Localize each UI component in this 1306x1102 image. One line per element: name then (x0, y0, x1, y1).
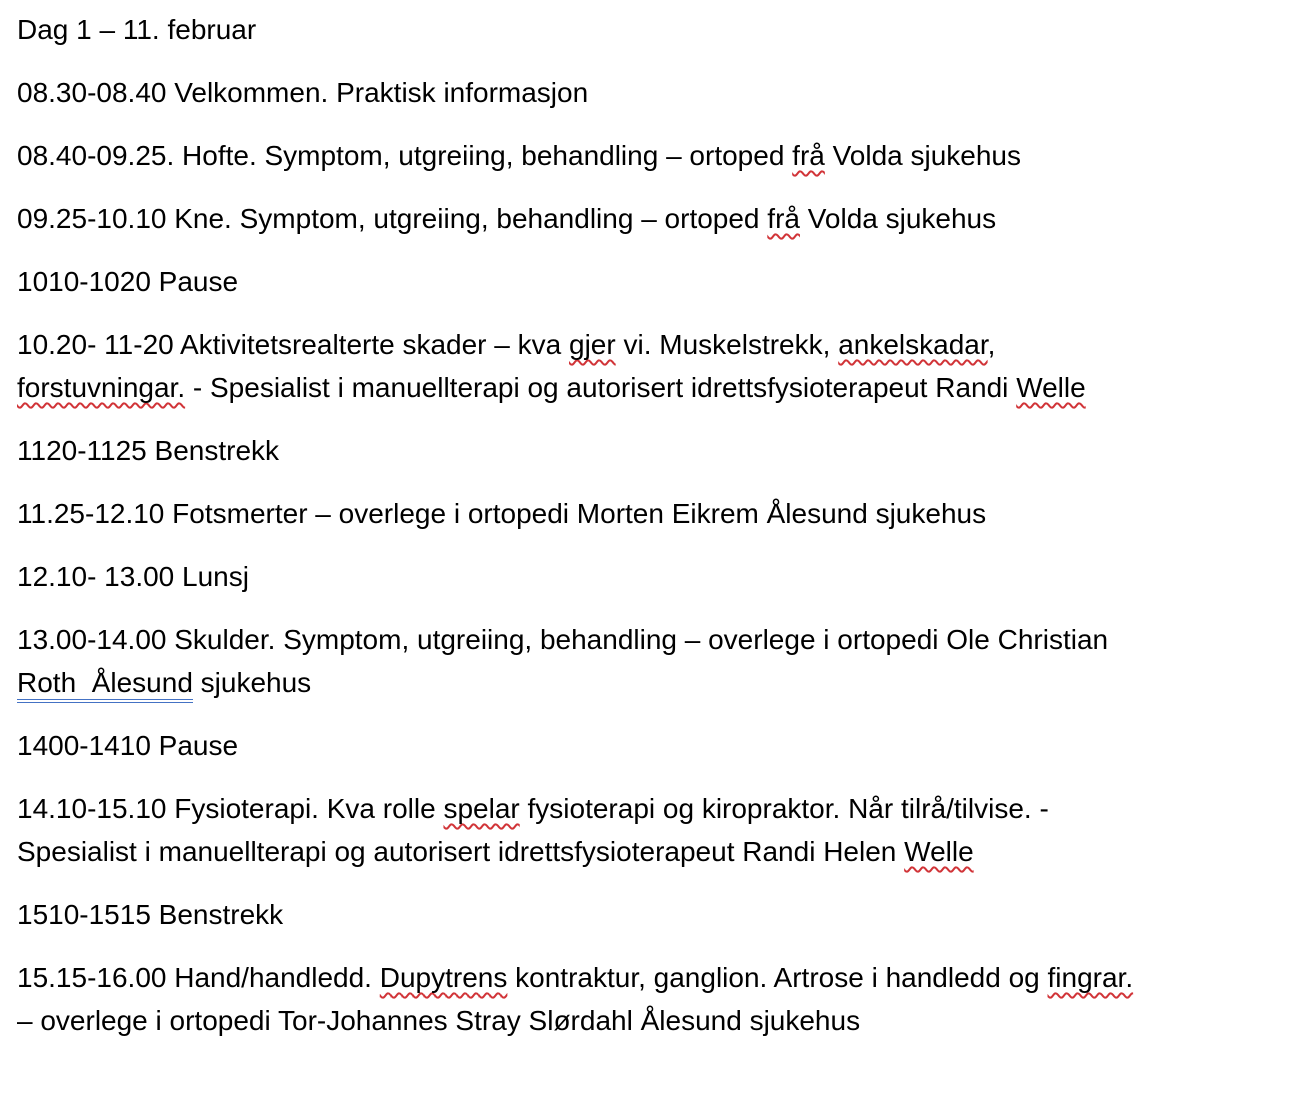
paragraph (17, 71, 1286, 114)
text-run: - Spesialist i manuellterapi og autorisert idrettsfysioterapeut Randi (185, 372, 1017, 403)
text-run: 11.25-12.10 Fotsmerter – overlege i ortopedi Morten Eikrem Ålesund sjukehus (17, 498, 987, 529)
text-line (17, 618, 1286, 661)
text-line (17, 999, 1286, 1042)
paragraph (17, 555, 1286, 598)
paragraph (17, 492, 1286, 535)
text-line (17, 8, 1286, 51)
text-line (17, 787, 1286, 830)
paragraph (17, 724, 1286, 767)
text-run: 15.15-16.00 Hand/handledd. (17, 962, 380, 993)
text-run: Volda sjukehus (824, 140, 1021, 171)
text-run: 12.10- 13.00 Lunsj (17, 561, 249, 592)
text-run: vi. Muskelstrekk, (615, 329, 839, 360)
paragraph (17, 134, 1286, 177)
text-run: sjukehus (192, 667, 312, 698)
text-run: – overlege i ortopedi Tor-Johannes Stray Slørdahl Ålesund sjukehus (17, 1005, 861, 1036)
text-run: Spesialist i manuellterapi og autorisert idrettsfysioterapeut Randi Helen (17, 836, 905, 867)
text-run: 10.20- 11-20 Aktivitetsrealterte skader – kva (17, 329, 569, 360)
text-line (17, 492, 1286, 535)
spellcheck-flagged-word: frå (767, 203, 800, 234)
document-body (17, 8, 1286, 1042)
text-run: 08.40-09.25. Hofte. Symptom, utgreiing, behandling – ortoped (17, 140, 793, 171)
text-run: 1120-1125 Benstrekk (17, 435, 280, 466)
paragraph (17, 197, 1286, 240)
paragraph (17, 618, 1286, 704)
text-line (17, 323, 1286, 366)
spellcheck-flagged-word: fingrar. (1047, 962, 1134, 993)
text-line (17, 197, 1286, 240)
spellcheck-flagged-word: Welle (904, 836, 974, 867)
text-run: 14.10-15.10 Fysioterapi. Kva rolle (17, 793, 444, 824)
grammar-flagged-text: Roth Ålesund (17, 667, 193, 703)
text-line (17, 661, 1286, 704)
text-line (17, 71, 1286, 114)
text-line (17, 830, 1286, 873)
paragraph (17, 8, 1286, 51)
text-run: Volda sjukehus (799, 203, 997, 234)
paragraph (17, 956, 1286, 1042)
text-line (17, 956, 1286, 999)
spellcheck-flagged-word: ankelskadar (838, 329, 988, 360)
text-run: 1010-1020 Pause (17, 266, 239, 297)
text-line (17, 724, 1286, 767)
text-run: 08.30-08.40 Velkommen. Praktisk informasjon (17, 77, 589, 108)
text-line (17, 429, 1286, 472)
paragraph (17, 260, 1286, 303)
text-run: 1510-1515 Benstrekk (17, 899, 284, 930)
spellcheck-flagged-word: Dupytrens (379, 962, 508, 993)
text-run: 13.00-14.00 Skulder. Symptom, utgreiing, behandling – overlege i ortopedi Ole Christian (17, 624, 1109, 655)
text-line (17, 260, 1286, 303)
spellcheck-flagged-word: gjer (569, 329, 616, 360)
text-line (17, 366, 1286, 409)
paragraph (17, 323, 1286, 409)
text-run: fysioterapi og kiropraktor. Når tilrå/tilvise. - (519, 793, 1049, 824)
text-run: 09.25-10.10 Kne. Symptom, utgreiing, behandling – ortoped (17, 203, 768, 234)
text-run: kontraktur, ganglion. Artrose i handledd og (507, 962, 1048, 993)
text-line (17, 555, 1286, 598)
text-run: , (987, 329, 996, 360)
spellcheck-flagged-word: forstuvningar. (17, 372, 186, 403)
paragraph (17, 429, 1286, 472)
paragraph (17, 893, 1286, 936)
text-line (17, 134, 1286, 177)
text-run: 1400-1410 Pause (17, 730, 239, 761)
spellcheck-flagged-word: frå (792, 140, 825, 171)
spellcheck-flagged-word: spelar (443, 793, 520, 824)
text-run: Dag 1 – 11. februar (17, 14, 257, 45)
paragraph (17, 787, 1286, 873)
text-line (17, 893, 1286, 936)
spellcheck-flagged-word: Welle (1016, 372, 1086, 403)
